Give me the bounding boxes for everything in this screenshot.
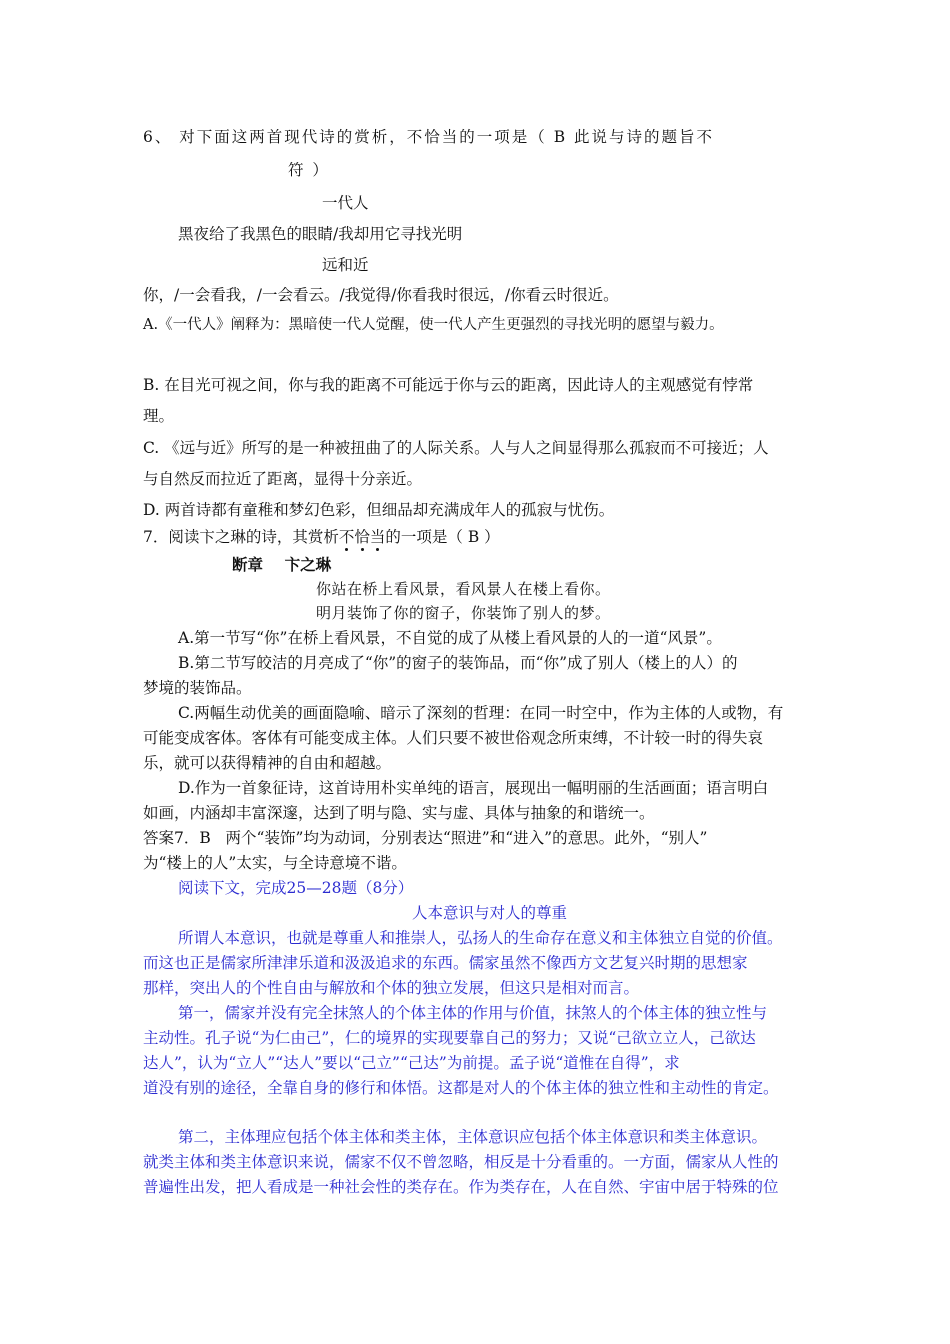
poem1-text: 黑夜给了我黑色的眼睛/我却用它寻找光明 [178, 225, 463, 243]
q7-poem-line2: 明月装饰了你的窗子，你装饰了别人的梦。 [316, 604, 611, 622]
q7-poem-line1: 你站在桥上看风景，看风景人在楼上看你。 [316, 580, 611, 598]
q6-option-b-line2: 理。 [143, 407, 175, 425]
para1-line2: 而这也正是儒家所津津乐道和汲汲追求的东西。儒家虽然不像西方文艺复兴时期的思想家 [143, 954, 748, 972]
para3-line2: 就类主体和类主体意识来说，儒家不仅不曾忽略，相反是十分看重的。一方面，儒家从人性的 [143, 1153, 779, 1171]
para2-line3: 达人”，认为“立人”“达人”要以“己立”“己达”为前提。孟子说“道惟在自得”，求 [143, 1054, 680, 1072]
q6-option-b-line1: B. 在目光可视之间，你与我的距离不可能远于你与云的距离，因此诗人的主观感觉有悖常 [143, 376, 754, 394]
q7-option-c-line1: C.两幅生动优美的画面隐喻、暗示了深刻的哲理：在同一时空中，作为主体的人或物，有 [178, 704, 784, 722]
poem1-title: 一代人 [322, 194, 369, 212]
para1-line3: 那样，突出人的个性自由与解放和个体的独立发展，但这只是相对而言。 [143, 979, 640, 997]
poem2-text: 你，/一会看我，/一会看云。/我觉得/你看我时很远，/你看云时很近。 [143, 286, 619, 304]
reading-title: 人本意识与对人的尊重 [412, 904, 568, 922]
q7-option-c-line2: 可能变成客体。客体有可能变成主体。人们只要不被世俗观念所束缚，不计较一时的得失哀 [143, 729, 764, 747]
para3-line1: 第二，主体理应包括个体主体和类主体，主体意识应包括个体主体意识和类主体意识。 [178, 1128, 768, 1146]
para2-line2: 主动性。孔子说“为仁由己”，仁的境界的实现要靠自己的努力；又说“己欲立立人，己欲达 [143, 1029, 756, 1047]
q7-option-b-line2: 梦境的装饰品。 [143, 679, 252, 697]
q6-stem-line2: 符 ） [288, 161, 330, 179]
emphasis-char-2: 恰 [354, 528, 370, 546]
q7-stem-pre: 7．阅读卞之琳的诗，其赏析 [143, 528, 339, 546]
para1-line1: 所谓人本意识，也就是尊重人和推崇人，弘扬人的生命存在意义和主体独立自觉的价值。 [178, 929, 783, 947]
emphasis-char-1: 不 [338, 528, 355, 546]
q7-answer-line1: 答案7．B 两个“装饰”均为动词，分别表达“照进”和“进入”的意思。此外，“别人” [143, 829, 708, 847]
para2-line1: 第一，儒家并没有完全抹煞人的个体主体的作用与价值，抹煞人的个体主体的独立性与 [178, 1004, 768, 1022]
para2-line4: 道没有别的途径，全靠自身的修行和体悟。这都是对人的个体主体的独立性和主动性的肯定。 [143, 1079, 779, 1097]
q6-option-d: D. 两首诗都有童稚和梦幻色彩，但细品却充满成年人的孤寂与忧伤。 [143, 501, 615, 519]
q7-stem [143, 527, 500, 547]
q7-poem-title: 断章 卞之琳 [232, 555, 332, 574]
q7-option-b-line1: B.第二节写皎洁的月亮成了“你”的窗子的装饰品，而“你”成了别人（楼上的人）的 [178, 654, 738, 672]
q6-option-a: A.《一代人》阐释为：黑暗使一代人觉醒，使一代人产生更强烈的寻找光明的愿望与毅力。 [143, 317, 724, 333]
emphasis-char-3: 当 [369, 528, 386, 546]
q7-option-d-line2: 如画，内涵却丰富深邃，达到了明与隐、实与虚、具体与抽象的和谐统一。 [143, 804, 655, 822]
q6-option-c-line2: 与自然反而拉近了距离，显得十分亲近。 [143, 470, 423, 488]
q7-answer-line2: 为“楼上的人”太实，与全诗意境不谐。 [143, 854, 407, 872]
q7-option-d-line1: D.作为一首象征诗，这首诗用朴实单纯的语言，展现出一幅明丽的生活画面；语言明白 [178, 779, 769, 797]
q6-option-c-line1: C. 《远与近》所写的是一种被扭曲了的人际关系。人与人之间显得那么孤寂而不可接近；人 [143, 439, 769, 457]
q7-stem-post: 的一项是（ B ） [385, 528, 500, 546]
q6-stem-line1: 6、 对下面这两首现代诗的赏析，不恰当的一项是（ B 此说与诗的题旨不 [143, 128, 715, 146]
q7-option-a: A.第一节写“你”在桥上看风景，不自觉的成了从楼上看风景的人的一道“风景”。 [178, 629, 722, 647]
reading-instruction: 阅读下文，完成25—28题（8分） [178, 879, 414, 897]
para3-line3: 普遍性出发，把人看成是一种社会性的类存在。作为类存在，人在自然、宇宙中居于特殊的位 [143, 1178, 779, 1196]
q7-option-c-line3: 乐，就可以获得精神的自由和超越。 [143, 754, 392, 772]
poem2-title: 远和近 [322, 256, 369, 274]
